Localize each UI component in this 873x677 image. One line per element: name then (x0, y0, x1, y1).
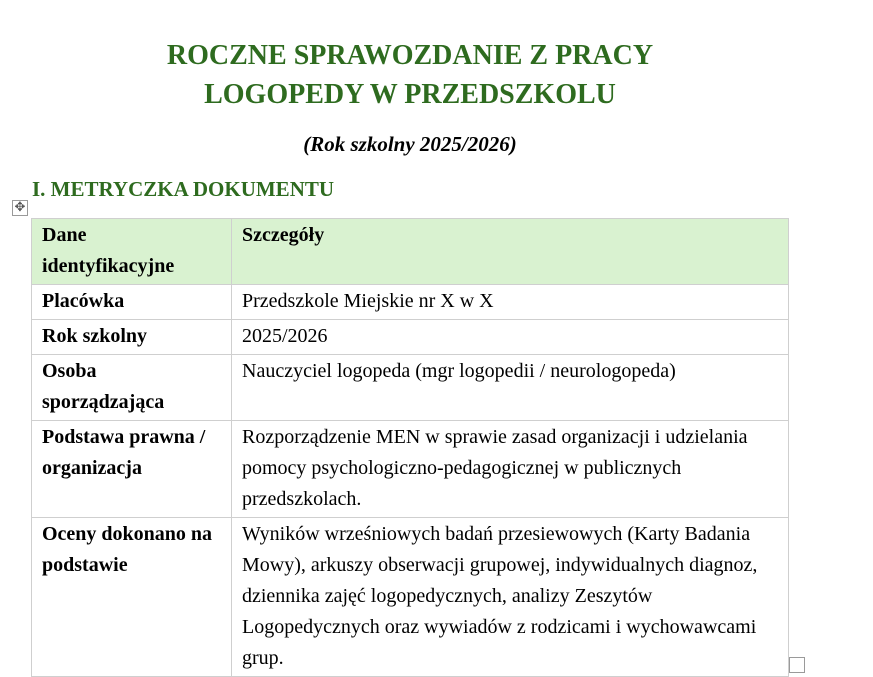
table-header-row (32, 219, 789, 285)
row-value-cell[interactable]: Przedszkole Miejskie nr X w X (232, 285, 789, 320)
title-line-1: ROCZNE SPRAWOZDANIE Z PRACY (166, 40, 654, 71)
metadata-table (31, 218, 789, 677)
row-label-cell[interactable]: Osoba sporządzająca (32, 355, 232, 421)
resize-square-icon[interactable] (789, 657, 805, 673)
row-value-cell[interactable]: Nauczyciel logopeda (mgr logopedii / neurologopeda) (232, 355, 789, 421)
row-label-cell[interactable]: Podstawa prawna / organizacja (32, 421, 232, 518)
row-value-cell[interactable]: 2025/2026 (232, 320, 789, 355)
table-row (32, 320, 789, 355)
row-label-cell[interactable]: Placówka (32, 285, 232, 320)
table-row (32, 355, 789, 421)
section-heading: I. METRYCZKA DOKUMENTU (32, 177, 335, 201)
table-row (32, 518, 789, 677)
header-cell-identification[interactable]: Dane identyfikacyjne (32, 219, 232, 285)
table-row (32, 421, 789, 518)
row-value-cell[interactable]: Rozporządzenie MEN w sprawie zasad organizacji i udzielania pomocy psychologiczno-pedagogicznej w publicznych przedszkolach. (232, 421, 789, 518)
document-title (0, 36, 820, 114)
row-value-cell[interactable]: Wyników wrześniowych badań przesiewowych (Karty Badania Mowy), arkuszy obserwacji grupowej, indywidualnych diagnoz, dziennika zajęć logopedycznych, analizy Zeszytów Logopedycznych oraz wywiadów z rodzicami i wychowawcami grup. (232, 518, 789, 677)
document-subtitle: (Rok szkolny 2025/2026) (303, 132, 517, 156)
header-cell-details[interactable]: Szczegóły (232, 219, 789, 285)
row-label-cell[interactable]: Oceny dokonano na podstawie (32, 518, 232, 677)
move-arrows-icon[interactable]: ✥ (12, 200, 28, 216)
title-line-2: LOGOPEDY W PRZEDSZKOLU (204, 79, 616, 110)
row-label-cell[interactable]: Rok szkolny (32, 320, 232, 355)
table-row (32, 285, 789, 320)
